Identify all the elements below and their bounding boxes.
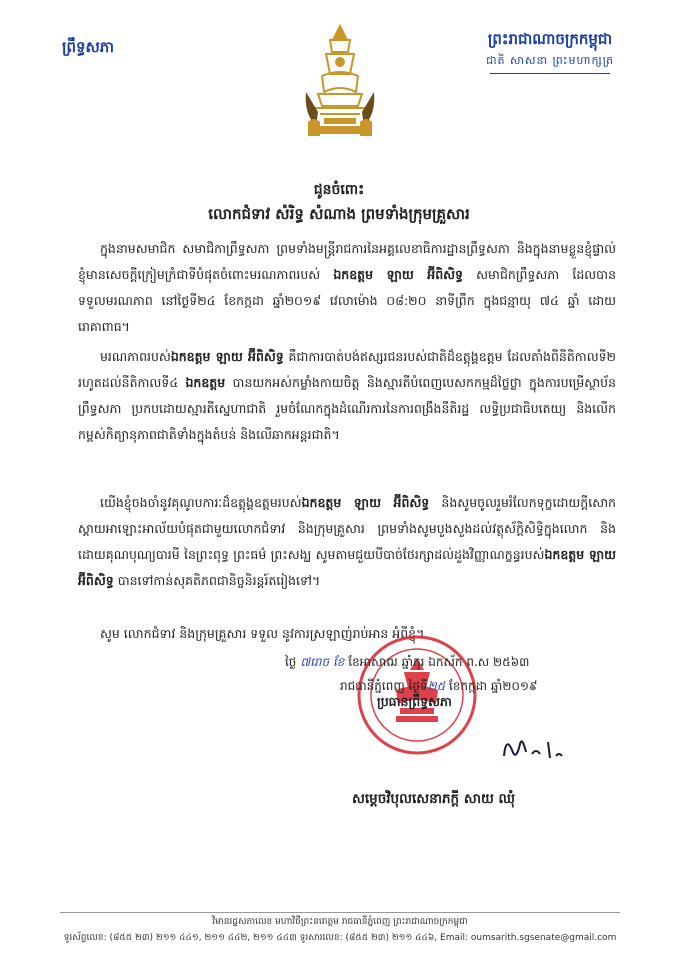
solar-date-line — [285, 674, 625, 698]
kingdom-header — [486, 30, 614, 74]
paragraph-3-text: យើងខ្ញុំចងចាំនូវគុណូបការៈដ៏ឧត្តុង្គឧត្តមរបស់ — [100, 495, 302, 510]
paragraph-1-text: ក្នុងនាមសមាជិក សមាជិកាព្រឹទ្ធសភា ព្រមទាំងមន្ត្រីរាជការនៃអគ្គលេខាធិការដ្ឋានព្រឹទ្ធសភា និងក្នុងនាមខ្លួនខ្ញុំផ្ទាល់ ខ្ញុំមានសេចក្តីក្រៀមក្រំជាទីបំផុតចំពោះមរណភាពរបស់ — [78, 241, 616, 282]
paragraph-3 — [78, 490, 616, 594]
solar-day-handwritten: ២៥ — [427, 679, 446, 693]
national-motto: ជាតិ សាសនា ព្រះមហាក្សត្រ — [486, 54, 614, 67]
handwritten-signature-icon — [498, 728, 578, 768]
salutation — [0, 180, 678, 227]
signer-name: សម្តេចវិបុលសេនាភក្តី សាយ ឈុំ — [352, 791, 515, 807]
salutation-line-1: ជូនចំពោះ — [313, 182, 365, 198]
footer-contact: ទូរស័ព្ទលេខ: (៨៥៥ ២៣) ២១១ ៤៤១, ២១១ ៤៤២, ២១១ ៤៤៣ ទូរសារលេខ: (៨៥៥ ២៣) ២១១ ៤៤៦, Email: oumsarith.sgsenate@gmail.com — [63, 933, 617, 943]
paragraph-3-text-end: បានទៅកាន់សុគតិភពជានិច្ចនិរន្តរ៍តរៀងទៅ។ — [113, 573, 321, 588]
salutation-line-2: លោកជំទាវ សំរិទ្ធ សំណាង ព្រមទាំងក្រុមគ្រួសារ — [208, 205, 470, 223]
header-divider — [490, 73, 610, 74]
lunar-date-suffix: ខែអាសាឍ ឆ្នាំកុរ ឯកស័ក ព.ស ២៥៦៣ — [344, 655, 530, 669]
footer-divider — [60, 912, 620, 913]
royal-emblem-icon — [300, 22, 380, 142]
paragraph-2-text: មរណភាពរបស់ — [100, 349, 171, 364]
kingdom-title: ព្រះរាជាណាចក្រកម្ពុជា — [487, 30, 613, 48]
paragraph-2-name: ឯកឧត្តម ឡាយ អ៊ីពិសិទ្ធ — [170, 349, 284, 364]
lunar-day-handwritten: ៧រោច — [300, 655, 330, 669]
paragraph-2 — [78, 344, 616, 448]
paragraph-3-name: ឯកឧត្តម ឡាយ អ៊ីពិសិទ្ធ — [301, 495, 430, 510]
paragraph-1-name: ឯកឧត្តម ឡាយ អ៊ីពិសិទ្ធ — [333, 267, 463, 282]
signature-title: ប្រធានព្រឹទ្ធសភា — [377, 694, 452, 709]
closing-line: សូម លោកជំទាវ និងក្រុមគ្រួសារ ទទួល នូវការស្រឡាញ់រាប់អាន អំពីខ្ញុំ។ — [100, 626, 425, 641]
paragraph-2-text-end: បានយកអស់កម្លាំងកាយចិត្ត និងស្មារតីបំពេញបេសកកម្មដ៏ថ្លៃថ្លា ក្នុងការបម្រើស្ថាប័នព្រឹទ្ធសភា ប្រកបដោយស្មារតីស្នេហាជាតិ រួមចំណែកក្នុងដំណើរការនៃការពង្រឹងនីតិរដ្ឋ លទ្ធិប្រជាធិបតេយ្យ និងលើកកម្ពស់កិត្យានុភាពជាតិទាំងក្នុងតំបន់ និងលើឆាកអន្តរជាតិ។ — [78, 375, 617, 442]
paragraph-1-text-end: សមាជិកព្រឹទ្ធសភា ដែលបានទទួលមរណភាព នៅថ្ងៃទី២៤ ខែកក្កដា ឆ្នាំ២០១៩ វេលាម៉ោង ០៨:២០ នាទីព្រឹក ក្នុងជន្មាយុ ៧៤ ឆ្នាំ ដោយរោគាពាធ។ — [78, 267, 617, 334]
solar-date-suffix: ខែកក្កដា ឆ្នាំ២០១៩ — [445, 679, 538, 693]
paragraph-3-name-2: ឯកឧត្តម ឡាយ អ៊ីពិសិទ្ធ — [78, 547, 616, 588]
solar-date-prefix: រាជធានីភ្នំពេញ ថ្ងៃទី — [340, 679, 428, 693]
lunar-month-handwritten: ខែ — [332, 655, 345, 669]
date-block — [285, 650, 625, 698]
lunar-date-prefix: ថ្ងៃ — [285, 655, 297, 669]
senate-label: ព្រឹទ្ធសភា — [62, 38, 115, 56]
paragraph-2-text-mid: គឺជាការបាត់បង់ឥស្សរជនរបស់ជាតិដ៏ឧត្តុង្គឧត្តម ដែលតាំងពីនីតិកាលទី២ រហូតដល់នីតិកាលទី៤ — [78, 349, 616, 390]
lunar-date-line — [285, 650, 625, 674]
paragraph-2-name-2: ឯកឧត្តម — [185, 375, 226, 390]
paragraph-1 — [78, 236, 616, 340]
footer-address: វិមានរដ្ឋសភាលេខ មហាវិថីព្រះនរោត្តម រាជធានីភ្នំពេញ ព្រះរាជាណាចក្រកម្ពុជា — [212, 917, 468, 927]
paragraph-3-text-mid: និងសូមចូលរួមរំលែកទុក្ខដោយក្តីសោកស្តាយអាឡោះអាល័យបំផុតជាមួយលោកជំទាវ និងក្រុមគ្រួសារ ព្រមទាំងសូមបួងសួងដល់វត្ថុស័ក្តិសិទ្ធិក្នុងលោក និងដោយគុណបុណ្យបារមី នៃព្រះពុទ្ធ ព្រះធម៌ ព្រះសង្ឃ សូមតាមជួយបីបាច់ថែរក្សាដល់ដួងវិញ្ញាណក្ខន្ធរបស់ — [78, 495, 616, 562]
